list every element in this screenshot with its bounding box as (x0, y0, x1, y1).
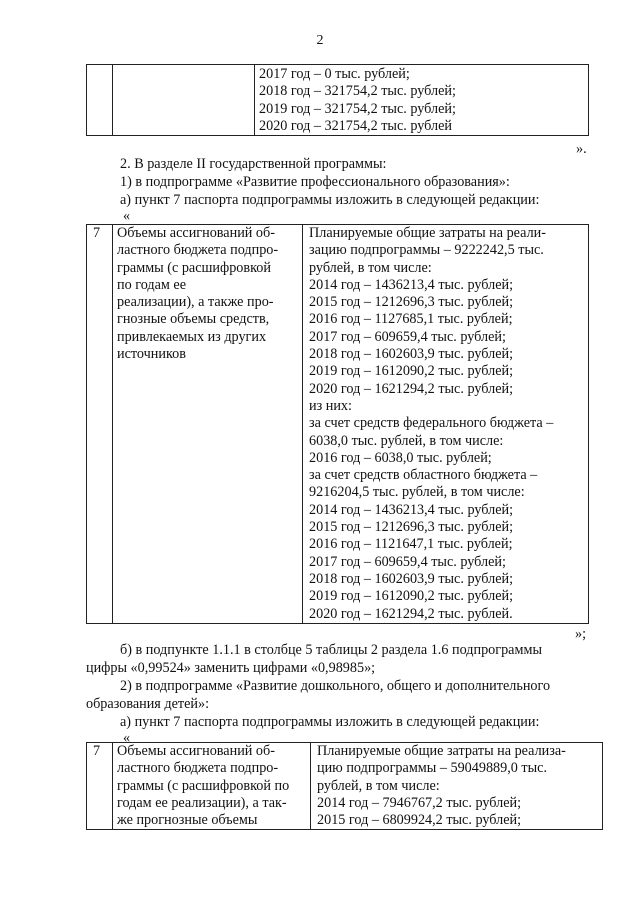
table1-value-cell (303, 225, 589, 624)
table1-value-line: 2015 год – 1212696,3 тыс. рублей; (309, 294, 514, 311)
table1-value-line: 2016 год – 1127685,1 тыс. рублей; (309, 311, 513, 328)
table1 (86, 224, 589, 624)
item2-line1: 2) в подпрограмме «Развитие дошкольного, общего и дополнительного (120, 678, 551, 694)
top-table-label-cell (113, 65, 255, 136)
table1-value-line: 2020 год – 1621294,2 тыс. рублей. (309, 605, 513, 622)
table2-value-line: Планируемые общие затраты на реализа- (317, 743, 566, 759)
table1-value-line: 2016 год – 1121647,1 тыс. рублей; (309, 536, 513, 553)
table1-value-line: рублей, в том числе: (309, 259, 432, 276)
table1-value-line: Планируемые общие затраты на реали- (309, 225, 546, 241)
table1-value-line: 2018 год – 1602603,9 тыс. рублей; (309, 570, 514, 587)
table2-value-line: 2015 год – 6809924,2 тыс. рублей; (317, 812, 522, 829)
top-table-value-cell (255, 65, 589, 136)
table1-value-line: 2014 год – 1436213,4 тыс. рублей; (309, 501, 514, 518)
table2-value-line: 2014 год – 7946767,2 тыс. рублей; (317, 794, 522, 811)
table1-num-cell: 7 (87, 225, 113, 624)
table1-value-line: 6038,0 тыс. рублей, в том числе: (309, 432, 504, 449)
table1-value-line: 2014 год – 1436213,4 тыс. рублей; (309, 276, 514, 293)
open-quote-1: « (123, 208, 131, 224)
table1-value-line: 9216204,5 тыс. рублей, в том числе: (309, 484, 525, 501)
table2-num-cell: 7 (87, 743, 113, 830)
table1-value-line: 2020 год – 1621294,2 тыс. рублей; (309, 380, 514, 397)
table2 (86, 742, 603, 830)
table1-value-line: 2017 год – 609659,4 тыс. рублей; (309, 328, 506, 345)
top-table-closing-quote: ». (576, 141, 587, 157)
table2-label-line: же прогнозные объемы (117, 812, 258, 829)
table2-value-line: цию подпрограммы – 59049889,0 тыс. (317, 760, 548, 777)
table1-value-line: 2018 год – 1602603,9 тыс. рублей; (309, 346, 514, 363)
item2-line2: образования детей»: (86, 696, 210, 712)
table1-value-line: за счет средств областного бюджета – (309, 467, 538, 484)
top-table-line: 2017 год – 0 тыс. рублей; (259, 66, 410, 82)
item1b-line1: б) в подпункте 1.1.1 в столбце 5 таблицы 2 раздела 1.6 подпрограммы (120, 642, 542, 658)
table2-label-line: ластного бюджета подпро- (117, 760, 279, 777)
top-table-line: 2019 год – 321754,2 тыс. рублей; (259, 100, 456, 117)
table1-label-line: привлекаемых из других (117, 328, 267, 345)
table1-label-line: источников (117, 346, 186, 363)
table1-value-line: из них: (309, 397, 352, 414)
table1-label-line: по годам ее (117, 276, 187, 293)
page-number: 2 (316, 33, 324, 48)
table2-label-cell (113, 743, 311, 830)
table1-closing-quote: »; (575, 626, 587, 642)
table1-label-line: ластного бюджета подпро- (117, 242, 279, 259)
table1-value-line: 2019 год – 1612090,2 тыс. рублей; (309, 363, 514, 380)
item1b-line2: цифры «0,99524» заменить цифрами «0,98985»; (86, 660, 376, 676)
table1-value-line: 2019 год – 1612090,2 тыс. рублей; (309, 588, 514, 605)
table1-value-line: 2015 год – 1212696,3 тыс. рублей; (309, 519, 514, 536)
table1-value-line: за счет средств федерального бюджета – (309, 415, 554, 432)
top-table (86, 64, 589, 136)
table1-value-line: 2017 год – 609659,4 тыс. рублей; (309, 553, 506, 570)
table1-label-cell (113, 225, 303, 624)
table1-label-line: реализации), а также про- (117, 294, 274, 311)
table2-label-line: Объемы ассигнований об- (117, 743, 275, 759)
table2-value-line: рублей, в том числе: (317, 777, 440, 794)
section2-item1: 1) в подпрограмме «Развитие профессионального образования»: (120, 174, 510, 190)
top-table-line: 2020 год – 321754,2 тыс. рублей (259, 117, 452, 134)
table1-value-line: зацию подпрограммы – 9222242,5 тыс. (309, 242, 544, 259)
table2-label-line: граммы (с расшифровкой по (117, 777, 290, 794)
section2-heading: 2. В разделе II государственной программы: (120, 156, 387, 172)
top-table-num-cell (87, 65, 113, 136)
top-table-line: 2018 год – 321754,2 тыс. рублей; (259, 83, 456, 100)
open-quote-2: « (123, 730, 131, 746)
table1-label-line: Объемы ассигнований об- (117, 225, 275, 241)
table1-value-line: 2016 год – 6038,0 тыс. рублей; (309, 449, 492, 466)
table1-label-line: гнозные объемы средств, (117, 311, 270, 328)
table1-label-line: граммы (с расшифровкой (117, 259, 271, 276)
section2-item1a: а) пункт 7 паспорта подпрограммы изложить в следующей редакции: (120, 192, 540, 208)
table2-value-cell (311, 743, 603, 830)
item2a: а) пункт 7 паспорта подпрограммы изложить в следующей редакции: (120, 714, 540, 730)
table2-label-line: годам ее реализации), а так- (117, 794, 287, 811)
